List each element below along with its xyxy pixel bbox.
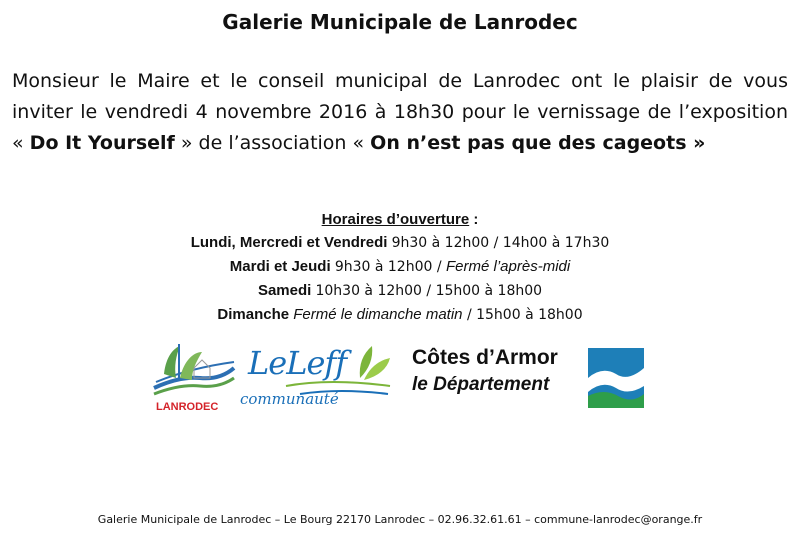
hours-value: 9h30 à 12h00 / 14h00 à 17h30 (391, 235, 610, 251)
hours-day: Dimanche (217, 306, 290, 323)
hours-heading-suffix: : (469, 211, 479, 228)
hours-value: 10h30 à 12h00 / 15h00 à 18h00 (315, 283, 543, 299)
leff-subtitle: communauté (240, 390, 339, 408)
cotes-name: Côtes d’Armor (412, 346, 558, 369)
hours-heading (0, 208, 800, 231)
hours-day: Lundi, Mercredi et Vendredi (190, 234, 388, 251)
hours-row (0, 279, 800, 303)
association-name: On n’est pas que des cageots » (370, 132, 706, 154)
hours-value: / 15h00 à 18h00 (462, 307, 583, 323)
page-title: Galerie Municipale de Lanrodec (222, 10, 578, 34)
opening-hours (0, 208, 800, 327)
hours-day: Mardi et Jeudi (229, 258, 331, 275)
leff-wordmark: LeLeff (248, 344, 347, 382)
hours-day: Samedi (257, 282, 312, 299)
hours-note: Fermé le dimanche matin (293, 306, 463, 323)
cotes-darmor-flag-icon (588, 348, 644, 408)
partner-logos (150, 338, 650, 422)
hours-heading-label: Horaires d’ouverture (321, 211, 470, 228)
lanrodec-emblem-icon (150, 338, 238, 402)
cotes-darmor-logo (412, 346, 652, 410)
leaf-icon (240, 338, 400, 422)
leff-logo (240, 338, 400, 422)
lanrodec-caption: LANRODEC (156, 401, 219, 413)
hours-note: Fermé l’après-midi (446, 258, 571, 275)
intro-text-1: Monsieur le Maire et le conseil municipal de Lanrodec ont le plaisir de vous inviter le vendredi 4 novembre 2016 à 18h30 pour le vernissage de l’exposition « (12, 70, 788, 154)
hours-row (0, 303, 800, 327)
cotes-department: le Département (412, 374, 550, 395)
lanrodec-logo (150, 338, 238, 418)
hours-row (0, 231, 800, 255)
invitation-paragraph (12, 66, 788, 159)
hours-value: 9h30 à 12h00 / (334, 259, 447, 275)
footer-contact: Galerie Municipale de Lanrodec – Le Bourg 22170 Lanrodec – 02.96.32.61.61 – commune-lanrodec@orange.fr (97, 513, 703, 526)
intro-text-2: » de l’association « (174, 132, 371, 154)
exhibition-name: Do It Yourself (29, 132, 175, 154)
hours-row (0, 255, 800, 279)
